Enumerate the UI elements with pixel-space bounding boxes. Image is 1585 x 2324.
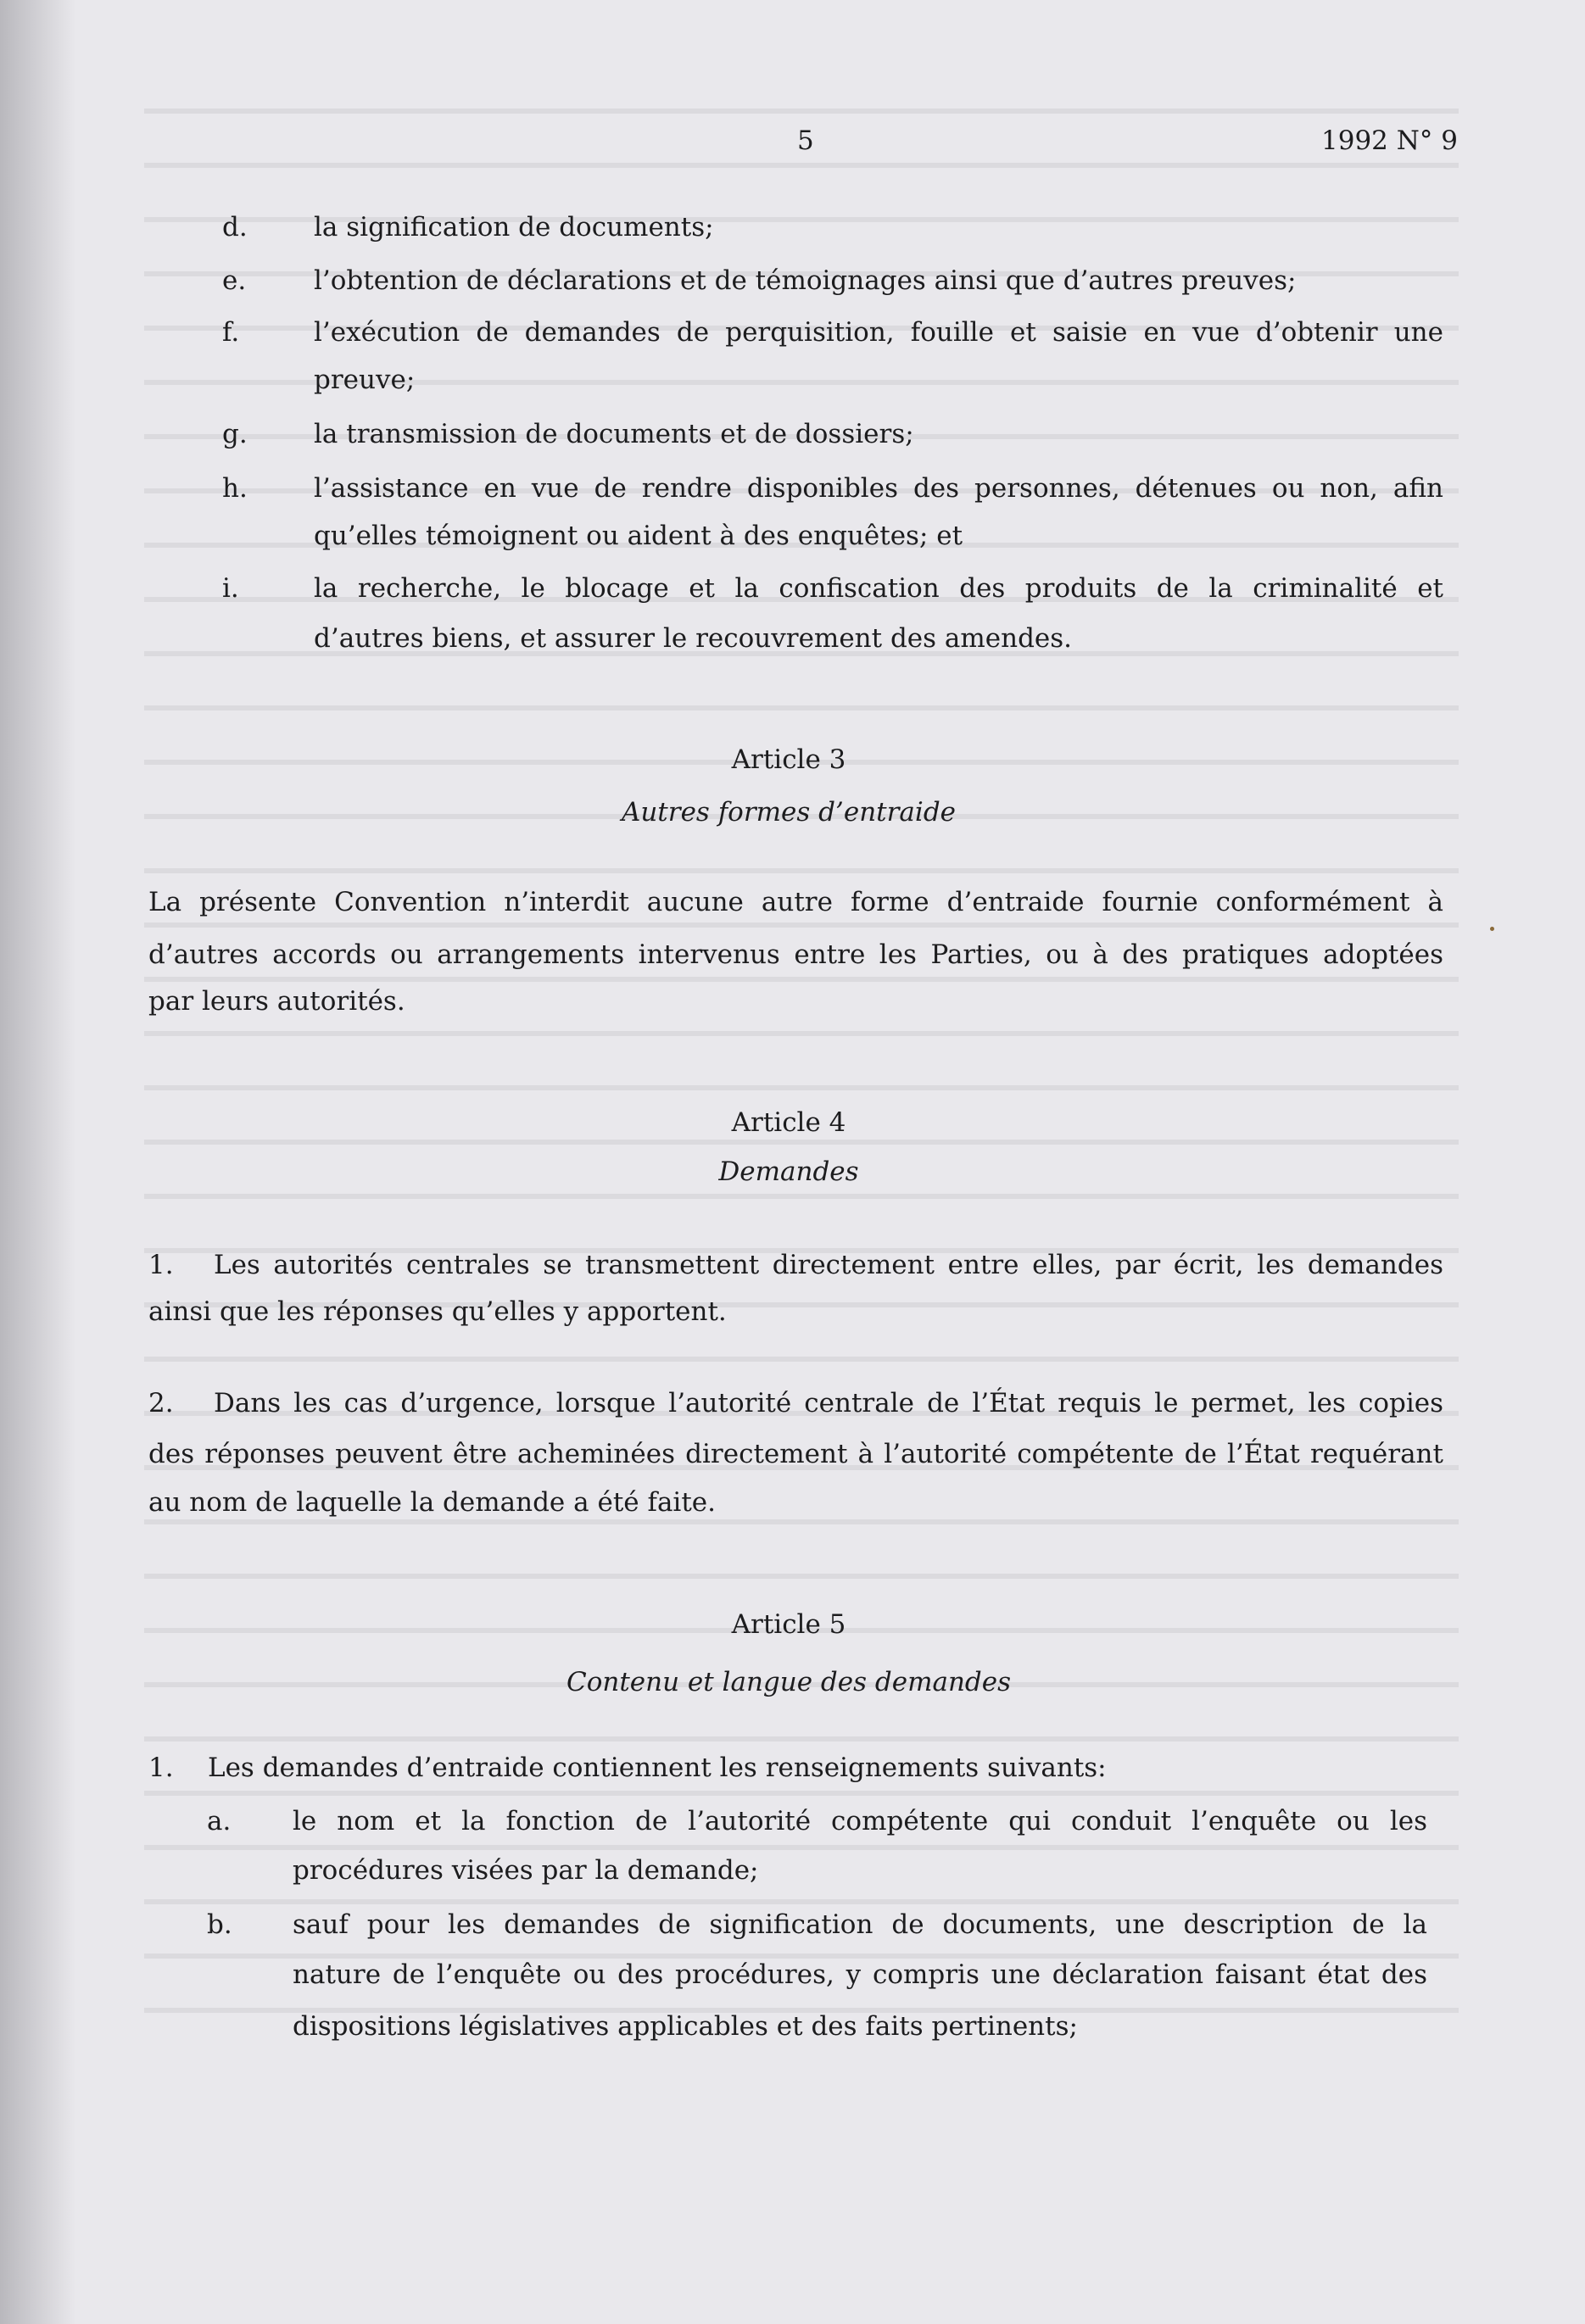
list-letter: e.: [222, 265, 247, 296]
list-item-text: dispositions législatives applicables et des faits pertinents;: [293, 2011, 1078, 2042]
page-number: 5: [797, 125, 814, 156]
paragraph-line: des réponses peuvent être acheminées directement à l’autorité compétente de l’État requérant: [148, 1439, 1443, 1469]
paragraph-line: Dans les cas d’urgence, lorsque l’autorité centrale de l’État requis le permet, les copies: [214, 1388, 1443, 1418]
paragraph-line: au nom de laquelle la demande a été faite.: [148, 1487, 716, 1518]
article-subtitle: Contenu et langue des demandes: [566, 1667, 1012, 1697]
list-item-text: nature de l’enquête ou des procédures, y compris une déclaration faisant état des: [293, 1959, 1427, 1990]
article-subtitle: Demandes: [718, 1156, 859, 1187]
paragraph-line: ainsi que les réponses qu’elles y apportent.: [148, 1296, 727, 1327]
list-letter: b.: [207, 1909, 232, 1940]
list-item-text: d’autres biens, et assurer le recouvrement des amendes.: [314, 623, 1073, 654]
paragraph-line: par leurs autorités.: [148, 986, 405, 1017]
paragraph-line: La présente Convention n’interdit aucune autre forme d’entraide fournie conformément à: [148, 887, 1443, 917]
paragraph-line: d’autres accords ou arrangements intervenus entre les Parties, ou à des pratiques adoptées: [148, 939, 1443, 970]
paragraph-line: Les autorités centrales se transmettent directement entre elles, par écrit, les demandes: [214, 1250, 1443, 1280]
list-item-text: procédures visées par la demande;: [293, 1855, 759, 1886]
list-item-text: la recherche, le blocage et la confiscation des produits de la criminalité et: [314, 573, 1443, 604]
list-item-text: l’obtention de déclarations et de témoignages ainsi que d’autres preuves;: [314, 265, 1297, 296]
list-item-text: qu’elles témoignent ou aident à des enquêtes; et: [314, 521, 963, 551]
list-item-text: l’exécution de demandes de perquisition, fouille et saisie en vue d’obtenir une: [314, 317, 1443, 348]
list-item-text: sauf pour les demandes de signification de documents, une description de la: [293, 1909, 1427, 1940]
document-reference: 1992 N° 9: [1321, 125, 1458, 156]
list-letter: a.: [207, 1806, 232, 1836]
article-heading: Article 4: [731, 1107, 846, 1138]
list-item-text: la transmission de documents et de dossiers;: [314, 419, 914, 449]
list-letter: h.: [222, 473, 248, 504]
paragraph-number: 1.: [148, 1250, 174, 1280]
list-item-text: preuve;: [314, 365, 416, 395]
list-item-text: l’assistance en vue de rendre disponibles des personnes, détenues ou non, afin: [314, 473, 1443, 504]
paragraph-number: 1.: [148, 1753, 174, 1783]
list-letter: g.: [222, 419, 248, 449]
article-subtitle: Autres formes d’entraide: [621, 797, 957, 828]
list-letter: i.: [222, 573, 239, 604]
list-letter: d.: [222, 212, 248, 242]
speck-mark: [1490, 927, 1494, 931]
list-letter: f.: [222, 317, 240, 348]
page-edge-shadow: [0, 0, 76, 2324]
article-heading: Article 3: [731, 744, 846, 775]
list-item-text: le nom et la fonction de l’autorité compétente qui conduit l’enquête ou les: [293, 1806, 1427, 1836]
article-heading: Article 5: [731, 1609, 846, 1640]
paragraph-number: 2.: [148, 1388, 174, 1418]
paragraph-line: Les demandes d’entraide contiennent les renseignements suivants:: [208, 1753, 1107, 1783]
list-item-text: la signification de documents;: [314, 212, 714, 242]
